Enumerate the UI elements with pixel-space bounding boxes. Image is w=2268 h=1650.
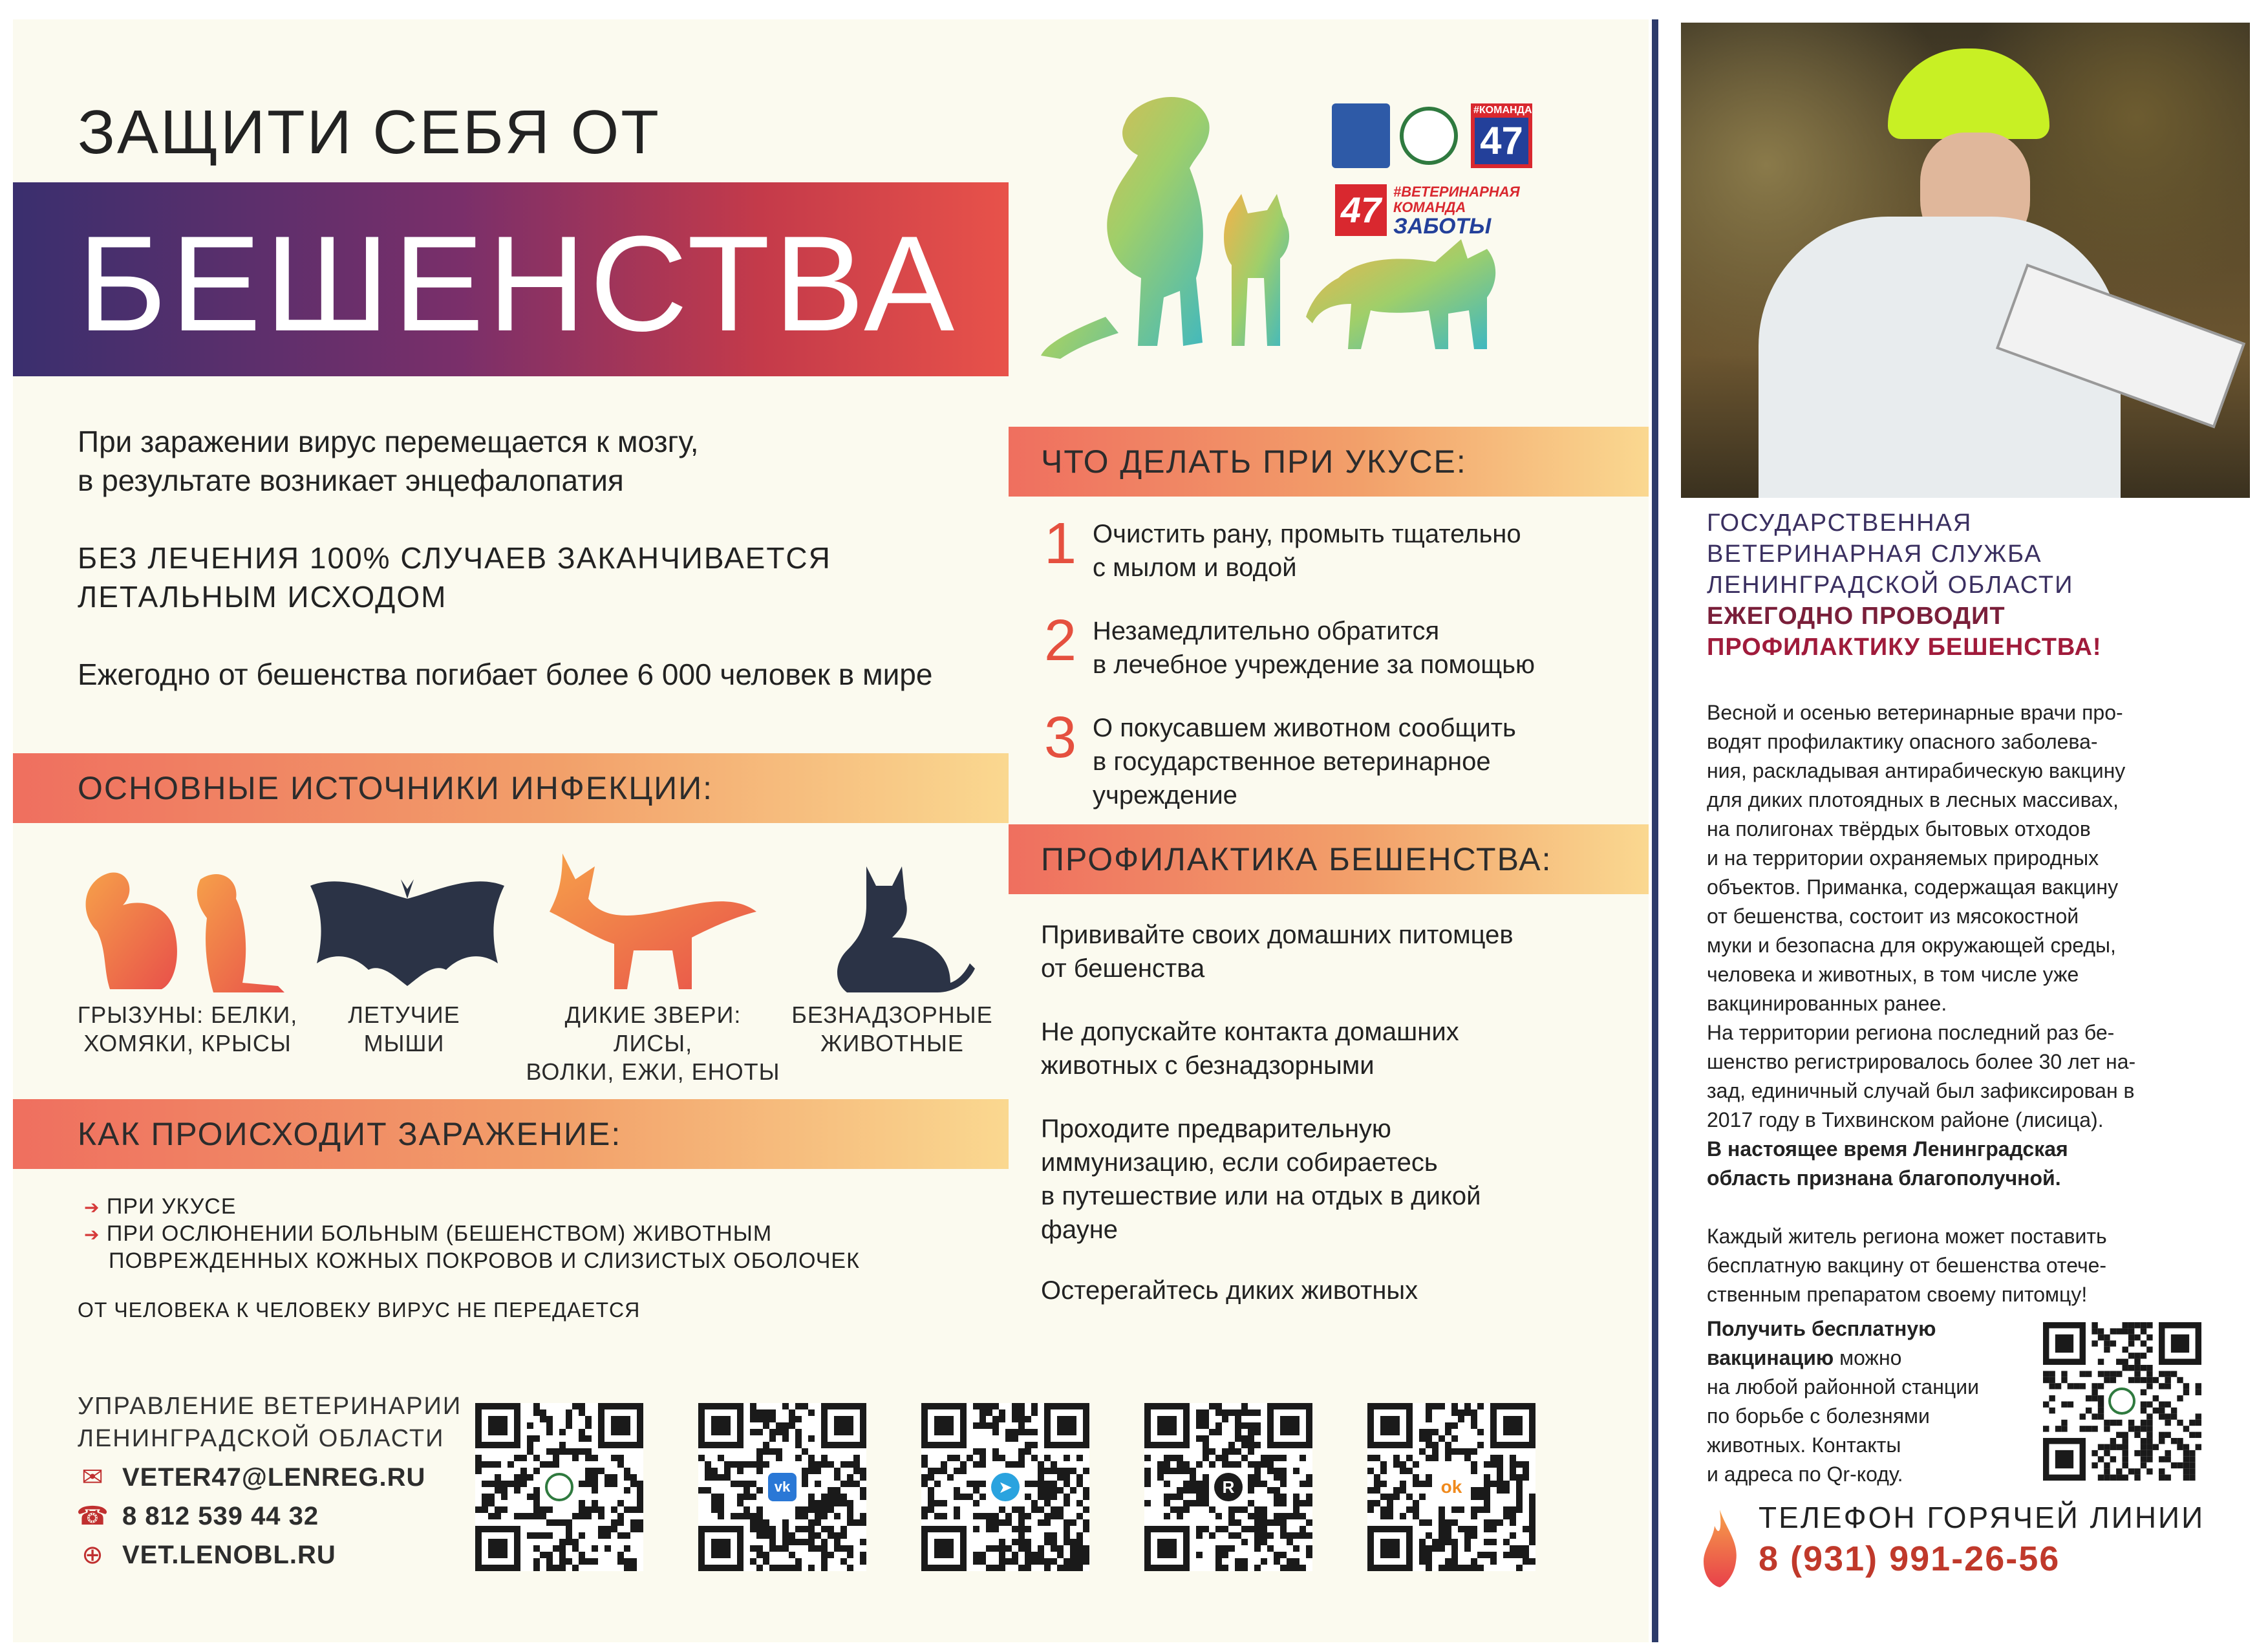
- team-tag: #КОМАНДА: [1473, 105, 1532, 116]
- sources-heading: ОСНОВНЫЕ ИСТОЧНИКИ ИНФЕКЦИИ:: [78, 770, 714, 806]
- svc-title-line-3: ЛЕНИНГРАДСКОЙ ОБЛАСТИ: [1707, 572, 2074, 599]
- dog-silhouette: [1041, 97, 1210, 359]
- step-1-text: [1093, 517, 1521, 584]
- bite-heading: ЧТО ДЕЛАТЬ ПРИ УКУСЕ:: [1041, 444, 1467, 480]
- telegram-icon: ➤: [991, 1473, 1020, 1501]
- right-body-line: человека и животных, в том числе уже: [1707, 963, 2079, 986]
- source-stray-label: [789, 1001, 996, 1058]
- svc-strong-line-1: ЕЖЕГОДНО ПРОВОДИТ: [1707, 603, 2006, 630]
- intro-caps-1: БЕЗ ЛЕЧЕНИЯ 100% СЛУЧАЕВ ЗАКАНЧИВАЕТСЯ: [78, 541, 831, 575]
- source-wild-line-1: ДИКИЕ ЗВЕРИ: ЛИСЫ,: [564, 1002, 742, 1056]
- footer-email[interactable]: VETER47@LENREG.RU: [122, 1462, 426, 1492]
- prevention-item-vaccinate: [1041, 918, 1514, 985]
- infection-note: ОТ ЧЕЛОВЕКА К ЧЕЛОВЕКУ ВИРУС НЕ ПЕРЕДАЕТСЯ: [78, 1298, 641, 1322]
- svc-title-line-2: ВЕТЕРИНАРНАЯ СЛУЖБА: [1707, 541, 2042, 568]
- vet-emblem-icon: [545, 1473, 573, 1501]
- fox-icon: [537, 841, 769, 996]
- footer-org-line-1: УПРАВЛЕНИЕ ВЕТЕРИНАРИИ: [78, 1393, 462, 1420]
- vet-service-emblem-icon: [1400, 107, 1458, 165]
- right-body-line: ния, раскладывая антирабическую вакцину: [1707, 759, 2126, 782]
- footer-phone[interactable]: 8 812 539 44 32: [122, 1501, 319, 1530]
- rutube-icon: R: [1214, 1473, 1243, 1501]
- right-body-line: Весной и осенью ветеринарные врачи про-: [1707, 701, 2123, 724]
- right-free-line-1: Каждый житель региона может поставить: [1707, 1225, 2107, 1248]
- prevention-item-immunize-line-3: в путешествие или на отдых в дикой: [1041, 1182, 1481, 1210]
- brand-line-1: #ВЕТЕРИНАРНАЯ: [1393, 184, 1520, 200]
- hotline-label: ТЕЛЕФОН ГОРЯЧЕЙ ЛИНИИ: [1759, 1501, 2205, 1534]
- source-wild-label: [524, 1001, 782, 1086]
- flame-icon: [1700, 1510, 1739, 1587]
- prevention-item-immunize-line-4: фауне: [1041, 1216, 1118, 1244]
- svc-strong-line-2: ПРОФИЛАКТИКУ БЕШЕНСТВА!: [1707, 634, 2102, 661]
- team-47-badge: [1471, 103, 1532, 168]
- brand-number: 47: [1335, 184, 1387, 236]
- right-body-line: шенство регистрировалось более 30 лет на-: [1707, 1050, 2136, 1073]
- globe-icon: ⊕: [81, 1541, 103, 1569]
- arrow-right-icon: ➔: [84, 1197, 100, 1217]
- arrow-right-icon: ➔: [84, 1225, 100, 1245]
- source-bats-line-2: МЫШИ: [363, 1030, 445, 1056]
- infection-item-saliva-line-1: ПРИ ОСЛЮНЕНИИ БОЛЬНЫМ (БЕШЕНСТВОМ) ЖИВОТНЫМ: [106, 1221, 773, 1246]
- intro-caps-2: ЛЕТАЛЬНЫМ ИСХОДОМ: [78, 580, 447, 614]
- title-top: ЗАЩИТИ СЕБЯ ОТ: [78, 98, 661, 167]
- prevention-item-immunize-line-1: Проходите предварительную: [1041, 1115, 1391, 1143]
- prevention-item-contact: [1041, 1015, 1459, 1082]
- svc-title-line-1: ГОСУДАРСТВЕННАЯ: [1707, 509, 1973, 537]
- phone-icon: ☎: [76, 1502, 109, 1530]
- rodents-icon: [71, 853, 304, 996]
- footer-email-row[interactable]: [74, 1462, 425, 1492]
- prevention-item-immunize: [1041, 1112, 1481, 1247]
- vk-icon: vk: [768, 1473, 797, 1501]
- prevention-item-immunize-line-2: иммунизацию, если собираетесь: [1041, 1148, 1438, 1177]
- infection-item-bite-text: ПРИ УКУСЕ: [106, 1194, 237, 1219]
- right-get-bold-1: Получить бесплатную: [1707, 1317, 1936, 1340]
- right-get-bold-2: вакцинацию: [1707, 1346, 1834, 1369]
- right-bold-line-1: В настоящее время Ленинградская: [1707, 1137, 2068, 1161]
- step-1-line-2: с мылом и водой: [1093, 553, 1297, 582]
- step-2-text: [1093, 614, 1535, 681]
- step-3-text: [1093, 711, 1516, 812]
- region-coat-of-arms-icon: [1332, 103, 1390, 168]
- vet-emblem-icon: [2108, 1388, 2135, 1415]
- step-2-number: 2: [1044, 608, 1077, 673]
- source-rodents-line-2: ХОМЯКИ, КРЫСЫ: [83, 1030, 292, 1056]
- right-body-line: для диких плотоядных в лесных массивах,: [1707, 788, 2119, 811]
- right-get-vaccination: [1707, 1314, 2043, 1489]
- intro-stat: Ежегодно от бешенства погибает более 6 000 человек в мире: [78, 658, 933, 691]
- step-2-line-2: в лечебное учреждение за помощью: [1093, 650, 1535, 679]
- right-body-line: объектов. Приманка, содержащая вакцину: [1707, 875, 2119, 899]
- source-bats-label: [297, 1001, 511, 1058]
- step-3-line-2: в государственное ветеринарное: [1093, 747, 1491, 776]
- brand-line-2: КОМАНДА: [1393, 199, 1466, 215]
- right-free-line-3: ственным препаратом своему питомцу!: [1707, 1283, 2088, 1306]
- right-body-line: На территории региона последний раз бе-: [1707, 1021, 2115, 1044]
- infection-item-bite: [84, 1193, 237, 1221]
- team-number: 47: [1475, 118, 1528, 164]
- vet-worker-photo: [1681, 23, 2250, 498]
- right-body-line: на полигонах твёрдых бытовых отходов: [1707, 817, 2091, 841]
- prevention-item-beware: Остерегайтесь диких животных: [1041, 1276, 1418, 1305]
- right-body-line: муки и безопасна для окружающей среды,: [1707, 934, 2116, 957]
- hotline-phone[interactable]: 8 (931) 991-26-56: [1759, 1539, 2060, 1578]
- footer-org-line-2: ЛЕНИНГРАДСКОЙ ОБЛАСТИ: [78, 1425, 445, 1452]
- small-dog-silhouette: [1224, 194, 1289, 346]
- right-bold-line-2: область признана благополучной.: [1707, 1166, 2061, 1190]
- right-get-line-4: по борьбе с болезнями: [1707, 1404, 1930, 1428]
- right-body-line: 2017 году в Тихвинском районе (лисица).: [1707, 1108, 2104, 1131]
- right-free-line-2: бесплатную вакцину от бешенства отече-: [1707, 1254, 2107, 1277]
- source-bats-line-1: ЛЕТУЧИЕ: [348, 1002, 460, 1028]
- right-get-line-3: на любой районной станции: [1707, 1375, 1979, 1398]
- right-body-line: водят профилактику опасного заболева-: [1707, 730, 2098, 753]
- vertical-divider: [1652, 19, 1658, 1642]
- prevention-item-vaccinate-line-2: от бешенства: [1041, 954, 1205, 983]
- right-body: [1707, 698, 2243, 1309]
- intro-line-2: в результате возникает энцефалопатия: [78, 464, 624, 497]
- right-get-rest-1: можно: [1834, 1346, 1902, 1369]
- right-get-line-6: и адреса по Qr-коду.: [1707, 1462, 1903, 1486]
- source-rodents-line-1: ГРЫЗУНЫ: БЕЛКИ,: [77, 1002, 298, 1028]
- stray-cat-icon: [821, 853, 976, 996]
- source-wild-line-2: ВОЛКИ, ЕЖИ, ЕНОТЫ: [526, 1058, 780, 1085]
- infection-item-saliva-line-2: ПОВРЕЖДЕННЫХ КОЖНЫХ ПОКРОВОВ И СЛИЗИСТЫХ ОБОЛОЧЕК: [109, 1248, 860, 1273]
- footer-website[interactable]: VET.LENOBL.RU: [122, 1540, 336, 1569]
- page-title: БЕШЕНСТВА: [78, 208, 959, 359]
- step-1-number: 1: [1044, 511, 1077, 576]
- right-body-line: и на территории охраняемых природных: [1707, 846, 2099, 870]
- prevention-item-vaccinate-line-1: Прививайте своих домашних питомцев: [1041, 921, 1514, 949]
- prevention-item-contact-line-2: животных с безнадзорными: [1041, 1051, 1375, 1080]
- source-stray-line-2: ЖИВОТНЫЕ: [820, 1030, 964, 1056]
- brand-line-3: ЗАБОТЫ: [1393, 214, 1492, 239]
- intro-line-1: При заражении вирус перемещается к мозгу,: [78, 425, 699, 458]
- mail-icon: ✉: [81, 1463, 103, 1492]
- step-3-line-1: О покусавшем животном сообщить: [1093, 714, 1516, 742]
- prevention-heading: ПРОФИЛАКТИКА БЕШЕНСТВА:: [1041, 841, 1552, 877]
- right-body-line: вакцинированных ранее.: [1707, 992, 1947, 1015]
- footer-website-row[interactable]: [74, 1540, 336, 1570]
- infection-item-saliva: [84, 1220, 772, 1248]
- step-1-line-1: Очистить рану, промыть тщательно: [1093, 520, 1521, 548]
- step-3-number: 3: [1044, 705, 1077, 770]
- bat-icon: [304, 860, 511, 989]
- right-get-line-5: животных. Контакты: [1707, 1433, 1901, 1457]
- ok-icon: ok: [1437, 1473, 1466, 1501]
- step-2-line-1: Незамедлительно обратится: [1093, 617, 1440, 645]
- right-body-line: от бешенства, состоит из мясокостной: [1707, 905, 2079, 928]
- prevention-item-contact-line-1: Не допускайте контакта домашних: [1041, 1018, 1459, 1046]
- right-body-line: зад, единичный случай был зафиксирован в: [1707, 1079, 2135, 1102]
- step-3-line-3: учреждение: [1093, 781, 1237, 809]
- source-rodents-label: [65, 1001, 310, 1058]
- source-stray-line-1: БЕЗНАДЗОРНЫЕ: [791, 1002, 993, 1028]
- cat-silhouette: [1306, 239, 1495, 349]
- footer-phone-row[interactable]: [74, 1501, 319, 1531]
- infection-heading: КАК ПРОИСХОДИТ ЗАРАЖЕНИЕ:: [78, 1116, 622, 1152]
